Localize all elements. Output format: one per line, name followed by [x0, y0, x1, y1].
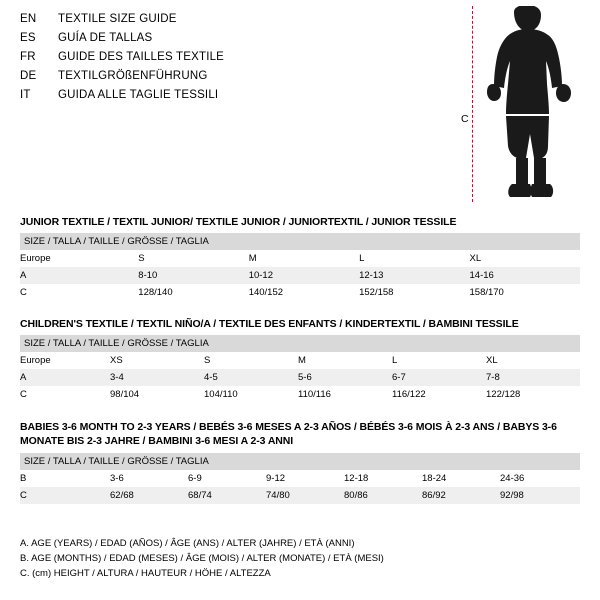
section-childrens-textile: [20, 318, 580, 403]
header-title-text: GUIDA ALLE TAGLIE TESSILI: [58, 89, 219, 101]
header-row: [20, 51, 440, 70]
cell: 74/80: [266, 487, 344, 504]
section-junior-textile: [20, 216, 580, 301]
section-babies-textile: [20, 420, 580, 504]
header-row: [20, 89, 440, 108]
junior-size-table: [20, 233, 580, 301]
table-row: [20, 267, 580, 284]
cell: L: [392, 355, 398, 366]
cell: S: [138, 253, 145, 264]
table-row: [20, 470, 580, 487]
cell: S: [204, 355, 211, 366]
cell: 7-8: [486, 369, 580, 386]
section-title: BABIES 3-6 MONTH TO 2-3 YEARS / BEBÉS 3-6 MESES A 2-3 AÑOS / BÉBÉS 3-6 MOIS À 2-3 ANS / BABYS 3-6 MONATE BIS 2-3 JAHRE / BAMBINI 3-6 MESI A 2-3 ANNI: [20, 421, 557, 447]
row-label: C: [20, 287, 27, 298]
table-head-row: [20, 233, 580, 250]
table-row: [20, 284, 580, 301]
cell: 8-10: [138, 267, 248, 284]
cell: 4-5: [204, 369, 298, 386]
row-label: A: [20, 369, 110, 386]
cell: 140/152: [248, 287, 284, 298]
cell: 158/170: [469, 287, 504, 298]
header-title-text: TEXTILGRÖßENFÜHRUNG: [58, 70, 208, 82]
cell: 152/158: [359, 287, 394, 298]
table-head-label: SIZE / TALLA / TAILLE / GRÖSSE / TAGLIA: [20, 335, 580, 352]
header-lang-code: EN: [20, 13, 37, 25]
row-label: Europe: [20, 253, 51, 264]
row-label: Europe: [20, 355, 51, 366]
babies-size-table: [20, 453, 580, 504]
cell: M: [298, 355, 306, 366]
cell: 80/86: [344, 487, 422, 504]
table-head-row: [20, 453, 580, 470]
cell: XL: [486, 355, 498, 366]
cell: 116/122: [392, 389, 426, 400]
header-row: [20, 70, 440, 89]
cell: 5-6: [298, 369, 392, 386]
cell: 86/92: [422, 487, 500, 504]
cell: 92/98: [500, 487, 580, 504]
cell: 12-13: [359, 267, 469, 284]
child-silhouette-icon: [480, 6, 580, 209]
table-row: [20, 386, 580, 403]
children-size-table: [20, 335, 580, 403]
cell: 98/104: [110, 389, 140, 400]
header-row: [20, 13, 440, 32]
table-row: [20, 369, 580, 386]
section-title: CHILDREN'S TEXTILE / TEXTIL NIÑO/A / TEXTILE DES ENFANTS / KINDERTEXTIL / BAMBINI TESSILE: [20, 318, 519, 330]
cell: 3-6: [110, 473, 124, 484]
cell: 128/140: [138, 287, 173, 298]
cell: 6-9: [188, 473, 202, 484]
table-head-label: SIZE / TALLA / TAILLE / GRÖSSE / TAGLIA: [20, 233, 580, 250]
table-head-label: SIZE / TALLA / TAILLE / GRÖSSE / TAGLIA: [20, 453, 580, 470]
header-title-text: TEXTILE SIZE GUIDE: [58, 13, 177, 25]
table-row: [20, 487, 580, 504]
measurement-dashed-line: [472, 6, 473, 202]
header-lang-code: IT: [20, 89, 31, 101]
row-label: C: [20, 487, 110, 504]
footnote-c: C. (cm) HEIGHT / ALTURA / HAUTEUR / HÖHE / ALTEZZA: [20, 568, 271, 579]
header-title-text: GUIDE DES TAILLES TEXTILE: [58, 51, 225, 63]
cell: 104/110: [204, 389, 238, 400]
footnote-a: A. AGE (YEARS) / EDAD (AÑOS) / ÂGE (ANS) / ALTER (JAHRE) / ETÀ (ANNI): [20, 538, 355, 549]
cell: 68/74: [188, 487, 266, 504]
cell: 14-16: [470, 267, 581, 284]
header-lang-code: FR: [20, 51, 36, 63]
cell: 62/68: [110, 487, 188, 504]
footnote-b: B. AGE (MONTHS) / EDAD (MESES) / ÂGE (MOIS) / ALTER (MONATE) / ETÀ (MESI): [20, 553, 384, 564]
cell: 3-4: [110, 369, 204, 386]
row-label: A: [20, 267, 138, 284]
header-lang-code: ES: [20, 32, 36, 44]
cell: 18-24: [422, 473, 447, 484]
cell: XL: [469, 253, 482, 264]
table-row: [20, 250, 580, 267]
row-label: B: [20, 473, 27, 484]
height-measurement-figure: [450, 6, 590, 204]
header-language-titles: [20, 13, 440, 108]
header-lang-code: DE: [20, 70, 37, 82]
cell: 10-12: [249, 267, 359, 284]
cell: 24-36: [500, 473, 525, 484]
cell: M: [248, 253, 257, 264]
cell: L: [359, 253, 365, 264]
cell: XS: [110, 355, 123, 366]
table-head-row: [20, 335, 580, 352]
cell: 110/116: [298, 389, 331, 400]
cell: 6-7: [392, 369, 486, 386]
header-row: [20, 32, 440, 51]
table-row: [20, 352, 580, 369]
cell: 12-18: [344, 473, 369, 484]
row-label: C: [20, 389, 27, 400]
measurement-label-c: C: [458, 111, 472, 127]
section-title: JUNIOR TEXTILE / TEXTIL JUNIOR/ TEXTILE JUNIOR / JUNIORTEXTIL / JUNIOR TESSILE: [20, 216, 457, 228]
footnotes-legend: [20, 536, 580, 581]
header-title-text: GUÍA DE TALLAS: [58, 32, 153, 44]
cell: 122/128: [486, 389, 521, 400]
cell: 9-12: [266, 473, 286, 484]
